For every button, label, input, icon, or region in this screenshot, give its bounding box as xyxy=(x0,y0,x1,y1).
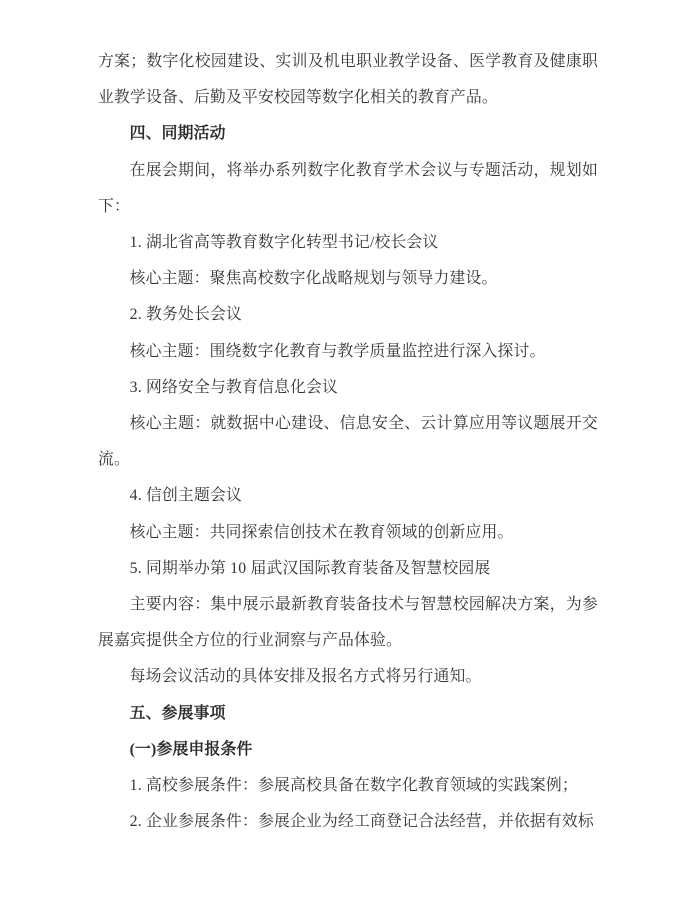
paragraph-intro: 在展会期间，将举办系列数字化教育学术会议与专题活动，规划如下： xyxy=(98,161,598,215)
section-heading-activities: 四、同期活动 xyxy=(129,125,226,143)
paragraph-topic-2: 核心主题：围绕数字化教育与教学质量监控进行深入探讨。 xyxy=(129,342,546,360)
list-item-5: 5. 同期举办第 10 届武汉国际教育装备及智慧校园展 xyxy=(129,559,491,577)
list-item-1: 1. 湖北省高等教育数字化转型书记/校长会议 xyxy=(129,234,439,252)
sub-heading-conditions: (一)参展申报条件 xyxy=(129,740,253,758)
condition-item-1: 1. 高校参展条件：参展高校具备在数字化教育领域的实践案例； xyxy=(129,777,578,795)
paragraph-topic-1: 核心主题：聚焦高校数字化战略规划与领导力建设。 xyxy=(129,270,498,288)
paragraph-topic-4: 核心主题：共同探索信创技术在教育领域的创新应用。 xyxy=(129,523,514,541)
list-item-4: 4. 信创主题会议 xyxy=(129,487,242,505)
section-heading-exhibition: 五、参展事项 xyxy=(129,704,226,722)
list-item-3: 3. 网络安全与教育信息化会议 xyxy=(129,378,338,396)
paragraph-continuation: 方案；数字化校园建设、实训及机电职业教学设备、医学教育及健康职业教学设备、后勤及平安校园等数字化相关的教育产品。 xyxy=(98,53,598,107)
condition-item-2: 2. 企业参展条件：参展企业为经工商登记合法经营，并依据有效标 xyxy=(129,813,594,831)
paragraph-notice: 每场会议活动的具体安排及报名方式将另行通知。 xyxy=(129,668,482,686)
paragraph-main-content: 主要内容：集中展示最新教育装备技术与智慧校园解决方案，为参展嘉宾提供全方位的行业洞察与产品体验。 xyxy=(98,596,598,650)
paragraph-topic-3: 核心主题：就数据中心建设、信息安全、云计算应用等议题展开交流。 xyxy=(98,415,598,469)
list-item-2: 2. 教务处长会议 xyxy=(129,306,242,324)
document-content xyxy=(98,44,598,840)
